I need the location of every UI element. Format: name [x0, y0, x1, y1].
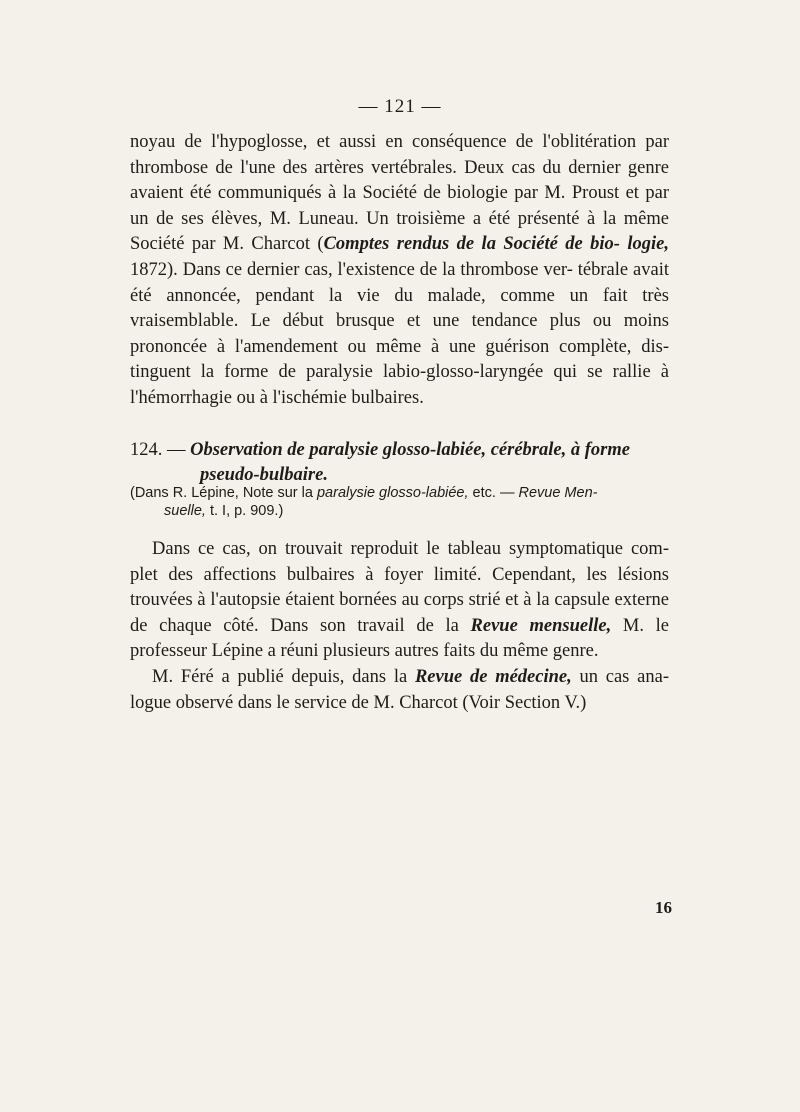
- paragraph-hypoglosse: [130, 130, 669, 412]
- paragraph-3-text-b: un cas ana- logue observé dans le service de M. Charcot (Voir Section V.): [130, 667, 669, 713]
- source-note-title: paralysie glosso-labiée,: [316, 485, 469, 501]
- source-note-line-2: [130, 502, 669, 520]
- paragraph-2-text-b: M. le professeur Lépine a réuni plusieurs autres faits du même genre.: [130, 615, 669, 662]
- paragraph-3-text-a: M. Féré a publié depuis, dans la: [152, 667, 415, 687]
- section-title-line-2: pseudo-bulbaire.: [200, 465, 328, 485]
- source-note: [130, 484, 669, 520]
- signature-mark: 16: [655, 898, 672, 917]
- paragraph-observation: [130, 537, 669, 665]
- paragraph-1-text-a: noyau de l'hypoglosse, et aussi en conséquence de l'oblitération par thrombose de l'une des artères vertébrales. Deux cas du dernier genre avaient été communiqués à la Société de biologie par M. Proust et par un de ses élèves, M. Luneau. Un troisième a été présenté à la même Société par M. Charcot (: [130, 132, 669, 255]
- page-number: — 121 —: [358, 96, 442, 117]
- source-note-middle: etc. —: [468, 485, 519, 501]
- paragraph-1-citation: Comptes rendus de la Société de bio- logie,: [323, 234, 669, 255]
- section-title-line-1: Observation de paralysie glosso-labiée, cérébrale, à forme: [190, 440, 630, 460]
- paragraph-2-text-a: Dans ce cas, on trouvait reproduit le tableau symptomatique com- plet des affections bulbaires à foyer limité. Cependant, les lésions trouvées à l'autopsie étaient bornées au corps strié et à la capsule externe de chaque côté. Dans son travail de la: [130, 539, 669, 636]
- paragraph-2-journal: Revue mensuelle,: [470, 615, 612, 636]
- source-note-prefix: (Dans R. Lépine, Note sur la: [130, 485, 317, 501]
- section-number: 124. —: [130, 440, 191, 460]
- paragraph-fere: [130, 665, 669, 716]
- section-heading-124: [130, 438, 669, 488]
- source-note-suffix: t. I, p. 909.): [205, 503, 284, 519]
- source-note-journal-2: suelle,: [164, 503, 206, 519]
- paragraph-1-text-b: 1872). Dans ce dernier cas, l'existence de la thrombose ver- tébrale avait été annoncée, pendant la vie du malade, comme un fait très vraisemblable. Le début brusque et une tendance plus ou moins prononcée à l'amendement ou même à une guérison complète, dis- tinguent la forme de paralysie labio-glosso-laryngée qui se rallie à l'hémorrhagie ou à l'ischémie bulbaires.: [130, 259, 669, 408]
- source-note-journal-1: Revue Men-: [518, 485, 598, 501]
- paragraph-3-journal: Revue de médecine,: [414, 667, 572, 687]
